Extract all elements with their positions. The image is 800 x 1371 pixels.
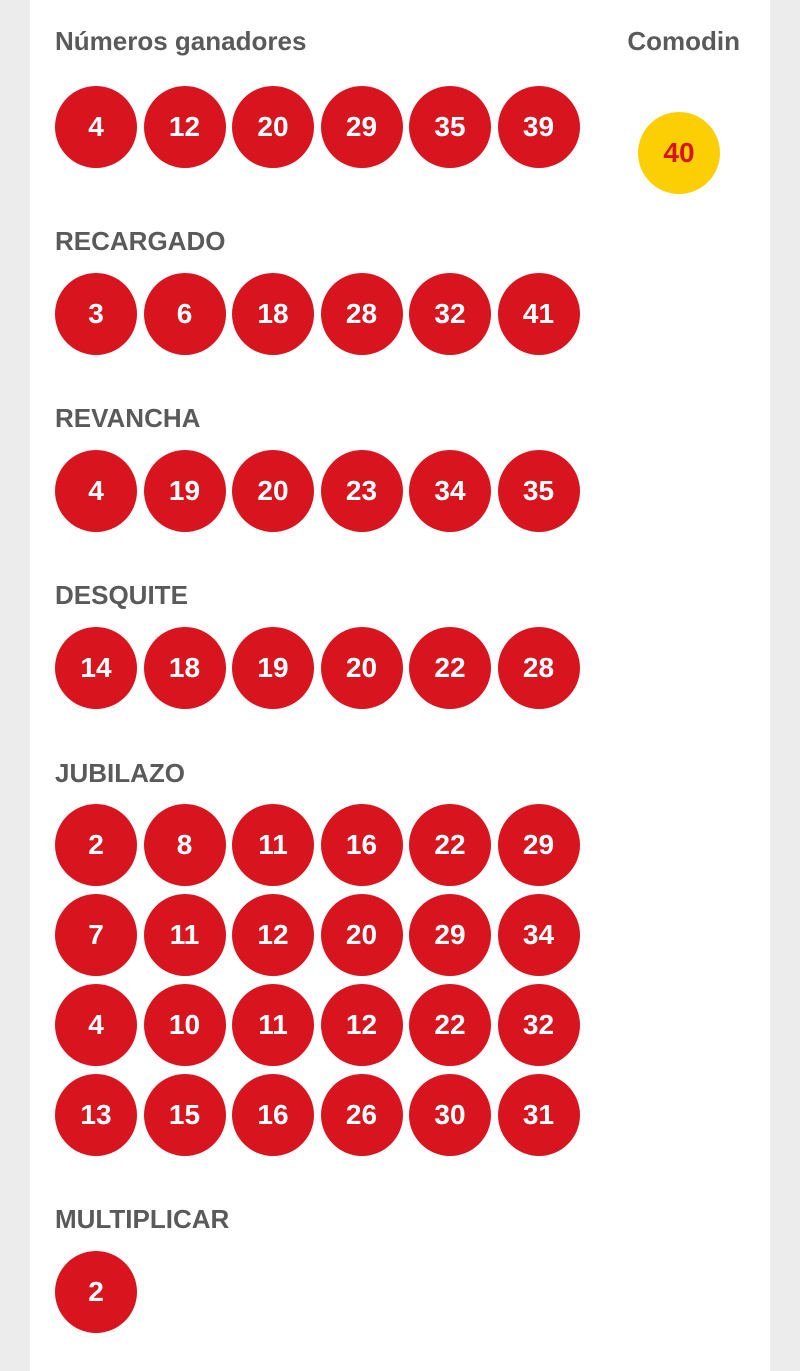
- number-ball: 11: [144, 894, 226, 976]
- number-ball: 28: [321, 273, 403, 355]
- number-ball: 20: [232, 450, 314, 532]
- ball-row: [55, 627, 586, 709]
- number-ball: 7: [55, 894, 137, 976]
- number-ball: 18: [144, 627, 226, 709]
- number-ball: 31: [498, 1074, 580, 1156]
- ball-row: [55, 450, 586, 532]
- ball-row: [55, 1251, 144, 1333]
- number-ball: 32: [409, 273, 491, 355]
- ball-row: [55, 894, 586, 976]
- number-ball: 18: [232, 273, 314, 355]
- comodin-ball: 40: [638, 112, 720, 194]
- section-revancha: [55, 403, 555, 506]
- section-title: Comodin: [627, 26, 740, 56]
- number-ball: 19: [232, 627, 314, 709]
- number-ball: 11: [232, 804, 314, 886]
- section-title: DESQUITE: [55, 580, 188, 610]
- number-ball: 4: [55, 86, 137, 168]
- number-ball: 22: [409, 984, 491, 1066]
- number-ball: 8: [144, 804, 226, 886]
- section-title: JUBILAZO: [55, 758, 185, 788]
- number-ball: 13: [55, 1074, 137, 1156]
- number-ball: 14: [55, 627, 137, 709]
- number-ball: 10: [144, 984, 226, 1066]
- number-ball: 2: [55, 804, 137, 886]
- section-title: Números ganadores: [55, 26, 307, 56]
- number-ball: 12: [232, 894, 314, 976]
- section-comodin: [620, 26, 740, 168]
- section-title: RECARGADO: [55, 226, 226, 256]
- section-winning-numbers: [55, 26, 555, 142]
- number-ball: 20: [321, 894, 403, 976]
- ball-row: [55, 984, 586, 1066]
- number-ball: 39: [498, 86, 580, 168]
- number-ball: 29: [409, 894, 491, 976]
- number-ball: 16: [232, 1074, 314, 1156]
- number-ball: 30: [409, 1074, 491, 1156]
- section-jubilazo: [55, 758, 555, 1130]
- number-ball: 28: [498, 627, 580, 709]
- number-ball: 23: [321, 450, 403, 532]
- number-ball: 32: [498, 984, 580, 1066]
- number-ball: 20: [321, 627, 403, 709]
- ball-row: [55, 86, 586, 168]
- section-desquite: [55, 580, 555, 683]
- number-ball: 11: [232, 984, 314, 1066]
- number-ball: 35: [409, 86, 491, 168]
- number-ball: 26: [321, 1074, 403, 1156]
- number-ball: 29: [498, 804, 580, 886]
- ball-row: [55, 273, 586, 355]
- number-ball: 22: [409, 627, 491, 709]
- number-ball: 2: [55, 1251, 137, 1333]
- number-ball: 22: [409, 804, 491, 886]
- number-ball: 12: [144, 86, 226, 168]
- number-ball: 15: [144, 1074, 226, 1156]
- results-card: [30, 0, 770, 1371]
- section-title: REVANCHA: [55, 403, 201, 433]
- ball-row: [55, 804, 586, 886]
- number-ball: 34: [498, 894, 580, 976]
- section-recargado: [55, 226, 555, 329]
- section-title: MULTIPLICAR: [55, 1204, 230, 1234]
- number-ball: 34: [409, 450, 491, 532]
- ball-row: [55, 1074, 586, 1156]
- number-ball: 4: [55, 450, 137, 532]
- number-ball: 6: [144, 273, 226, 355]
- number-ball: 4: [55, 984, 137, 1066]
- section-multiplicar: [55, 1204, 230, 1307]
- number-ball: 12: [321, 984, 403, 1066]
- number-ball: 41: [498, 273, 580, 355]
- number-ball: 3: [55, 273, 137, 355]
- number-ball: 19: [144, 450, 226, 532]
- number-ball: 20: [232, 86, 314, 168]
- number-ball: 16: [321, 804, 403, 886]
- number-ball: 29: [321, 86, 403, 168]
- number-ball: 35: [498, 450, 580, 532]
